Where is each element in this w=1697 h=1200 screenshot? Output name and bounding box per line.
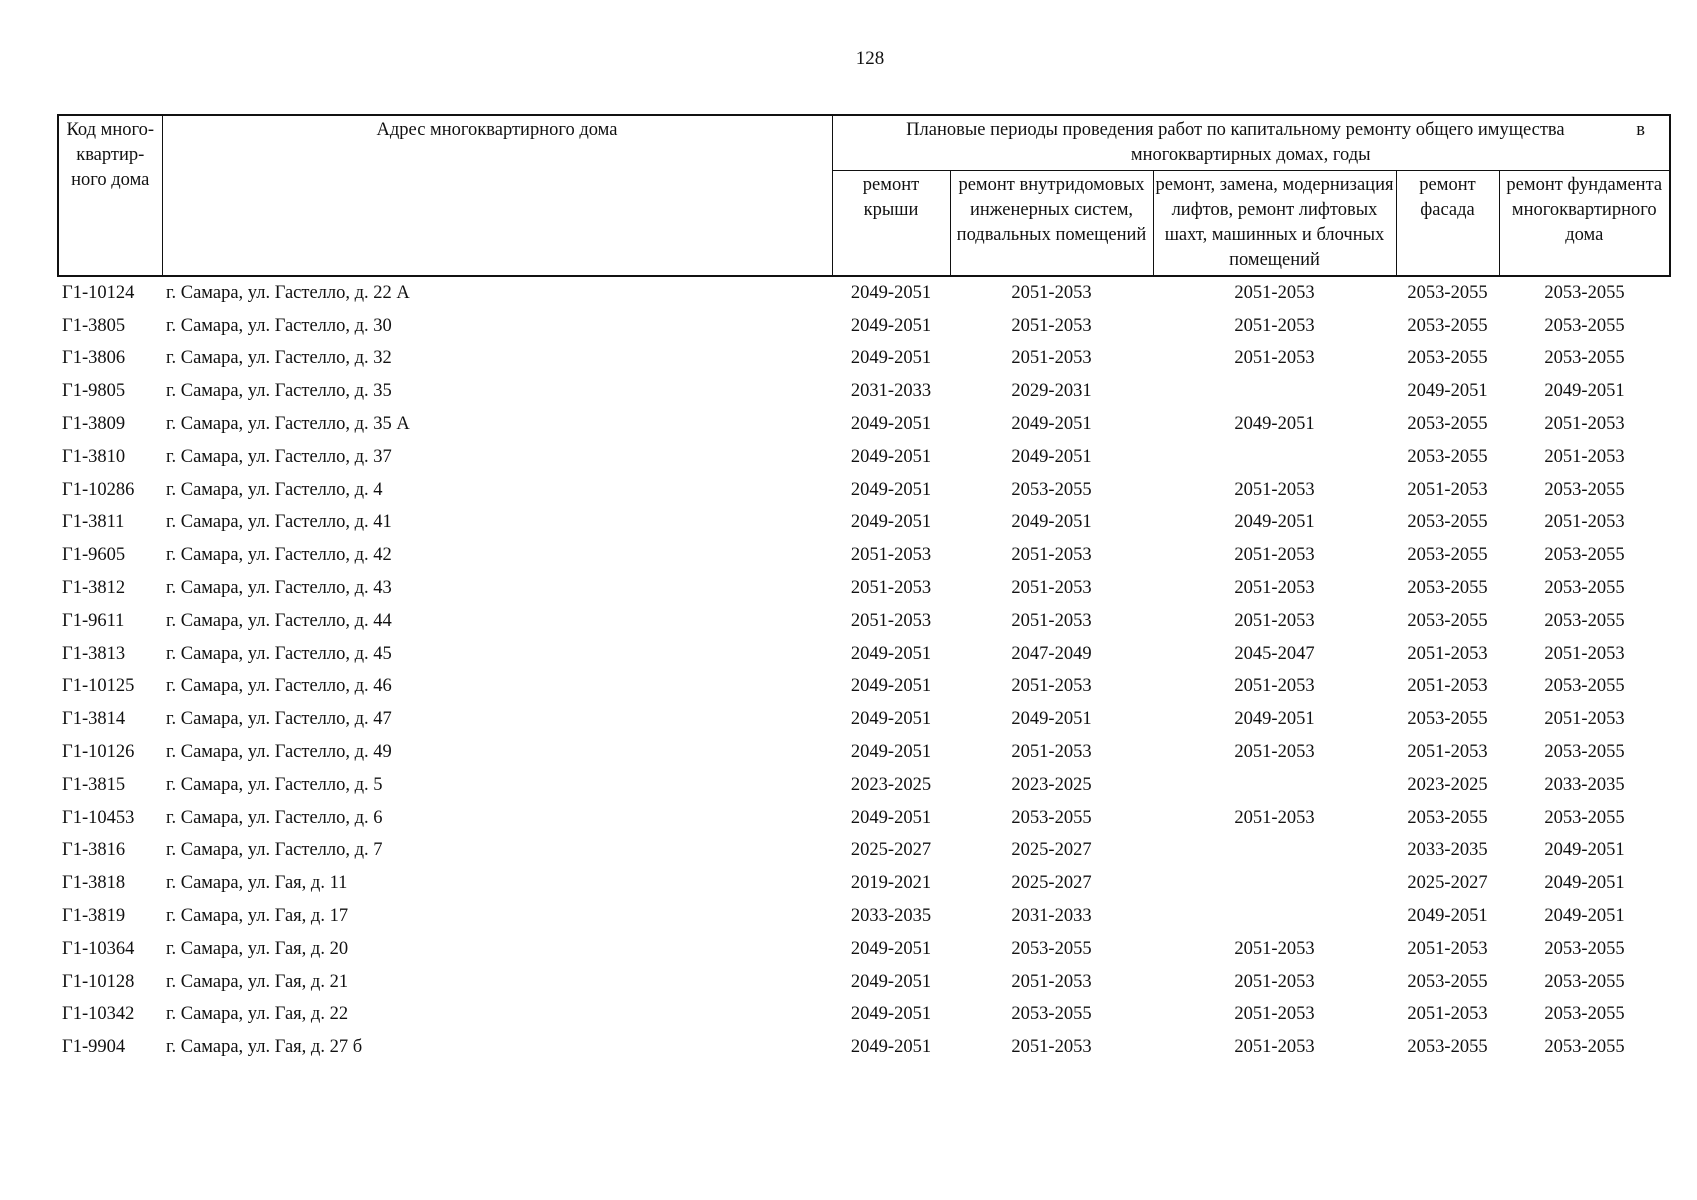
cell-foundation: 2049-2051 (1544, 381, 1625, 402)
cell-facade: 2025-2027 (1407, 873, 1488, 894)
table-row (58, 310, 1670, 343)
cell-address: г. Самара, ул. Гая, д. 21 (166, 971, 349, 992)
cell-code: Г1-3811 (62, 512, 125, 533)
cell-engineering: 2053-2055 (1011, 1004, 1092, 1025)
cell-engineering: 2051-2053 (1011, 545, 1092, 566)
table-body (58, 276, 1670, 1064)
page-number: 128 (855, 48, 885, 69)
cell-elevators: 2049-2051 (1234, 512, 1315, 533)
table-row (58, 900, 1670, 933)
cell-roof: 2049-2051 (850, 315, 932, 336)
cell-engineering: 2049-2051 (1011, 512, 1092, 533)
cell-elevators: 2051-2053 (1234, 938, 1315, 959)
cell-foundation: 2053-2055 (1544, 938, 1625, 959)
cell-address: г. Самара, ул. Гастелло, д. 47 (166, 709, 392, 730)
cell-address: г. Самара, ул. Гастелло, д. 7 (166, 840, 383, 861)
table-row (58, 835, 1670, 868)
cell-address: г. Самара, ул. Гастелло, д. 46 (166, 676, 392, 697)
cell-code: Г1-3816 (62, 840, 126, 861)
header-address: Адрес многоквартирного дома (162, 115, 832, 276)
cell-address: г. Самара, ул. Гастелло, д. 49 (166, 742, 392, 763)
cell-code: Г1-3805 (62, 315, 126, 336)
cell-roof: 2051-2053 (850, 545, 932, 566)
cell-facade: 2051-2053 (1407, 676, 1488, 697)
cell-engineering: 2051-2053 (1011, 742, 1092, 763)
table-row (58, 769, 1670, 802)
cell-foundation: 2053-2055 (1544, 282, 1625, 303)
cell-facade: 2049-2051 (1407, 906, 1488, 927)
cell-roof: 2025-2027 (850, 840, 932, 861)
cell-elevators: 2051-2053 (1234, 282, 1315, 303)
cell-foundation: 2053-2055 (1544, 610, 1625, 631)
cell-elevators: 2051-2053 (1234, 971, 1315, 992)
cell-roof: 2049-2051 (850, 282, 932, 303)
cell-facade: 2053-2055 (1407, 315, 1488, 336)
header-code: Код много-квартир-ного дома (58, 115, 162, 276)
cell-engineering: 2051-2053 (1011, 676, 1092, 697)
cell-address: г. Самара, ул. Гастелло, д. 45 (166, 643, 392, 664)
table-row (58, 408, 1670, 441)
cell-code: Г1-10342 (62, 1004, 135, 1025)
cell-engineering: 2029-2031 (1011, 381, 1092, 402)
cell-engineering: 2049-2051 (1011, 709, 1092, 730)
cell-address: г. Самара, ул. Гастелло, д. 30 (166, 315, 392, 336)
cell-facade: 2053-2055 (1407, 446, 1488, 467)
cell-roof: 2049-2051 (850, 414, 932, 435)
cell-elevators (1153, 441, 1396, 474)
cell-elevators: 2051-2053 (1234, 1037, 1315, 1058)
header-elevators: ремонт, замена, модернизация лифтов, ремонт лифтовых шахт, машинных и блочных помещений (1153, 171, 1396, 277)
cell-facade: 2053-2055 (1407, 512, 1488, 533)
cell-facade: 2053-2055 (1407, 282, 1488, 303)
cell-engineering: 2031-2033 (1011, 906, 1092, 927)
cell-facade: 2053-2055 (1407, 348, 1488, 369)
cell-roof: 2033-2035 (850, 906, 932, 927)
cell-engineering: 2049-2051 (1011, 414, 1092, 435)
cell-elevators: 2051-2053 (1234, 1004, 1315, 1025)
cell-code: Г1-10364 (62, 938, 135, 959)
cell-code: Г1-10124 (62, 282, 135, 303)
cell-facade: 2053-2055 (1407, 578, 1488, 599)
cell-address: г. Самара, ул. Гастелло, д. 22 А (166, 282, 410, 303)
cell-facade: 2051-2053 (1407, 1004, 1488, 1025)
cell-elevators: 2051-2053 (1234, 545, 1315, 566)
cell-address: г. Самара, ул. Гастелло, д. 41 (166, 512, 392, 533)
cell-elevators: 2051-2053 (1234, 315, 1315, 336)
header-planned-periods-in: в (1636, 120, 1646, 140)
cell-facade: 2053-2055 (1407, 1037, 1488, 1058)
table-row (58, 507, 1670, 540)
cell-foundation: 2053-2055 (1544, 1004, 1625, 1025)
cell-roof: 2049-2051 (850, 709, 932, 730)
cell-engineering: 2051-2053 (1011, 282, 1092, 303)
cell-code: Г1-9605 (62, 545, 126, 566)
cell-roof: 2023-2025 (850, 774, 932, 795)
cell-facade: 2053-2055 (1407, 545, 1488, 566)
cell-address: г. Самара, ул. Гастелло, д. 6 (166, 807, 383, 828)
cell-address: г. Самара, ул. Гастелло, д. 32 (166, 348, 392, 369)
table-row (58, 1031, 1670, 1064)
table-row (58, 276, 1670, 310)
cell-foundation: 2051-2053 (1544, 446, 1625, 467)
cell-address: г. Самара, ул. Гая, д. 20 (166, 938, 349, 959)
header-facade: ремонт фасада (1396, 171, 1499, 277)
cell-address: г. Самара, ул. Гая, д. 27 б (166, 1037, 363, 1058)
header-engineering: ремонт внутридомовых инженерных систем, подвальных помещений (950, 171, 1153, 277)
table-row (58, 375, 1670, 408)
header-planned-periods-tail: многоквартирных домах, годы (1130, 145, 1371, 165)
cell-code: Г1-3813 (62, 643, 126, 664)
cell-facade: 2053-2055 (1407, 610, 1488, 631)
cell-engineering: 2051-2053 (1011, 971, 1092, 992)
cell-foundation: 2049-2051 (1544, 873, 1625, 894)
cell-address: г. Самара, ул. Гая, д. 11 (166, 873, 348, 894)
cell-code: Г1-3815 (62, 774, 126, 795)
table-row (58, 605, 1670, 638)
cell-facade: 2053-2055 (1407, 807, 1488, 828)
cell-elevators: 2051-2053 (1234, 348, 1315, 369)
cell-code: Г1-9611 (62, 610, 125, 631)
cell-address: г. Самара, ул. Гастелло, д. 5 (166, 774, 383, 795)
cell-foundation: 2053-2055 (1544, 348, 1625, 369)
cell-code: Г1-3819 (62, 906, 126, 927)
cell-facade: 2033-2035 (1407, 840, 1488, 861)
cell-foundation: 2053-2055 (1544, 676, 1625, 697)
table-row (58, 999, 1670, 1032)
cell-engineering: 2053-2055 (1011, 938, 1092, 959)
cell-elevators: 2049-2051 (1234, 414, 1315, 435)
cell-roof: 2049-2051 (850, 971, 932, 992)
table-row (58, 966, 1670, 999)
cell-elevators: 2051-2053 (1234, 479, 1315, 500)
cell-facade: 2023-2025 (1407, 774, 1488, 795)
table-row (58, 572, 1670, 605)
cell-foundation: 2049-2051 (1544, 840, 1625, 861)
cell-facade: 2053-2055 (1407, 414, 1488, 435)
cell-engineering: 2051-2053 (1011, 348, 1092, 369)
cell-address: г. Самара, ул. Гастелло, д. 35 А (166, 414, 410, 435)
cell-elevators: 2049-2051 (1234, 709, 1315, 730)
cell-engineering: 2047-2049 (1011, 643, 1092, 664)
cell-elevators: 2051-2053 (1234, 578, 1315, 599)
cell-elevators (1153, 375, 1396, 408)
cell-code: Г1-9805 (62, 381, 126, 402)
header-planned-periods (832, 115, 1670, 171)
cell-code: Г1-3814 (62, 709, 126, 730)
cell-foundation: 2053-2055 (1544, 479, 1625, 500)
cell-roof: 2049-2051 (850, 1037, 932, 1058)
cell-address: г. Самара, ул. Гастелло, д. 43 (166, 578, 392, 599)
cell-facade: 2053-2055 (1407, 971, 1488, 992)
cell-elevators (1153, 769, 1396, 802)
cell-code: Г1-10453 (62, 807, 135, 828)
header-roof: ремонт крыши (832, 171, 950, 277)
cell-roof: 2049-2051 (850, 938, 932, 959)
cell-foundation: 2033-2035 (1544, 774, 1625, 795)
table-row (58, 671, 1670, 704)
cell-address: г. Самара, ул. Гая, д. 22 (166, 1004, 349, 1025)
cell-foundation: 2049-2051 (1544, 906, 1625, 927)
cell-engineering: 2025-2027 (1011, 840, 1092, 861)
table-row (58, 703, 1670, 736)
cell-engineering: 2049-2051 (1011, 446, 1092, 467)
cell-roof: 2051-2053 (850, 578, 932, 599)
cell-roof: 2049-2051 (850, 479, 932, 500)
cell-elevators (1153, 900, 1396, 933)
repair-schedule-table (57, 114, 1671, 1064)
cell-facade: 2053-2055 (1407, 709, 1488, 730)
cell-roof: 2049-2051 (850, 807, 932, 828)
cell-roof: 2049-2051 (850, 1004, 932, 1025)
cell-code: Г1-10286 (62, 479, 135, 500)
cell-code: Г1-3806 (62, 348, 126, 369)
header-foundation: ремонт фундамента многоквартирного дома (1499, 171, 1670, 277)
cell-elevators: 2051-2053 (1234, 676, 1315, 697)
cell-code: Г1-10125 (62, 676, 135, 697)
table-row (58, 343, 1670, 376)
cell-roof: 2049-2051 (850, 742, 932, 763)
table-header (58, 115, 1670, 276)
cell-elevators (1153, 835, 1396, 868)
table-row (58, 638, 1670, 671)
table-row (58, 441, 1670, 474)
table-row (58, 933, 1670, 966)
cell-engineering: 2053-2055 (1011, 807, 1092, 828)
cell-address: г. Самара, ул. Гастелло, д. 4 (166, 479, 383, 500)
table-row (58, 736, 1670, 769)
cell-foundation: 2051-2053 (1544, 512, 1625, 533)
cell-foundation: 2051-2053 (1544, 643, 1625, 664)
cell-engineering: 2051-2053 (1011, 578, 1092, 599)
cell-roof: 2049-2051 (850, 676, 932, 697)
cell-address: г. Самара, ул. Гая, д. 17 (166, 906, 349, 927)
cell-code: Г1-3812 (62, 578, 126, 599)
cell-elevators: 2051-2053 (1234, 610, 1315, 631)
cell-facade: 2051-2053 (1407, 479, 1488, 500)
cell-roof: 2049-2051 (850, 512, 932, 533)
cell-foundation: 2053-2055 (1544, 1037, 1625, 1058)
table-row (58, 802, 1670, 835)
cell-engineering: 2051-2053 (1011, 315, 1092, 336)
cell-address: г. Самара, ул. Гастелло, д. 44 (166, 610, 392, 631)
cell-roof: 2031-2033 (850, 381, 932, 402)
cell-foundation: 2051-2053 (1544, 414, 1625, 435)
cell-code: Г1-9904 (62, 1037, 126, 1058)
cell-code: Г1-3818 (62, 873, 126, 894)
cell-roof: 2051-2053 (850, 610, 932, 631)
cell-code: Г1-3810 (62, 446, 126, 467)
cell-engineering: 2023-2025 (1011, 774, 1092, 795)
cell-code: Г1-10128 (62, 971, 135, 992)
cell-engineering: 2053-2055 (1011, 479, 1092, 500)
cell-foundation: 2053-2055 (1544, 807, 1625, 828)
table-row (58, 867, 1670, 900)
cell-facade: 2051-2053 (1407, 643, 1488, 664)
table-row (58, 539, 1670, 572)
cell-facade: 2051-2053 (1407, 742, 1488, 763)
cell-roof: 2049-2051 (850, 643, 932, 664)
cell-roof: 2049-2051 (850, 348, 932, 369)
cell-elevators: 2051-2053 (1234, 807, 1315, 828)
cell-foundation: 2053-2055 (1544, 315, 1625, 336)
cell-foundation: 2053-2055 (1544, 578, 1625, 599)
cell-address: г. Самара, ул. Гастелло, д. 37 (166, 446, 392, 467)
cell-roof: 2019-2021 (850, 873, 932, 894)
header-planned-periods-main: Плановые периоды проведения работ по капитальному ремонту общего имущества (906, 120, 1565, 140)
cell-foundation: 2053-2055 (1544, 971, 1625, 992)
cell-elevators: 2051-2053 (1234, 742, 1315, 763)
cell-elevators (1153, 867, 1396, 900)
cell-roof: 2049-2051 (850, 446, 932, 467)
cell-engineering: 2051-2053 (1011, 610, 1092, 631)
cell-facade: 2049-2051 (1407, 381, 1488, 402)
cell-address: г. Самара, ул. Гастелло, д. 35 (166, 381, 392, 402)
cell-engineering: 2025-2027 (1011, 873, 1092, 894)
cell-foundation: 2051-2053 (1544, 709, 1625, 730)
cell-elevators: 2045-2047 (1234, 643, 1315, 664)
cell-code: Г1-3809 (62, 414, 126, 435)
cell-engineering: 2051-2053 (1011, 1037, 1092, 1058)
cell-foundation: 2053-2055 (1544, 742, 1625, 763)
cell-code: Г1-10126 (62, 742, 135, 763)
cell-address: г. Самара, ул. Гастелло, д. 42 (166, 545, 392, 566)
cell-foundation: 2053-2055 (1544, 545, 1625, 566)
cell-facade: 2051-2053 (1407, 938, 1488, 959)
table-row (58, 474, 1670, 507)
